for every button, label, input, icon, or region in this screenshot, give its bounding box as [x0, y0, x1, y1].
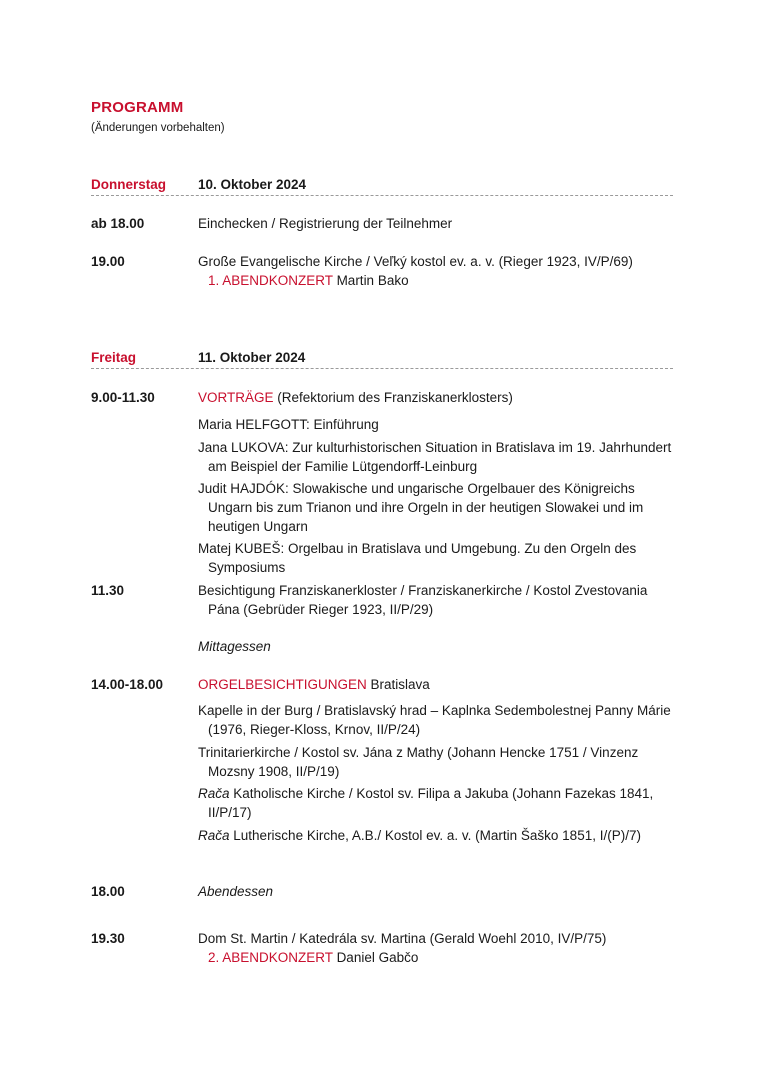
- page-subtitle: (Änderungen vorbehalten): [91, 122, 225, 134]
- talk-item: Maria HELFGOTT: Einführung: [198, 417, 379, 432]
- performer-name: Daniel Gabčo: [336, 950, 419, 965]
- entry-time: 19.00: [91, 254, 125, 269]
- organ-tours-label: ORGELBESICHTIGUNGEN: [198, 677, 367, 692]
- talk-item: Jana LUKOVA: Zur kulturhistorischen Situation in Bratislava im 19. Jahrhundert am Beispiel der Familie Lütgendorff-Leinburg: [198, 440, 672, 474]
- day-name: Donnerstag: [91, 177, 167, 192]
- organ-stop: Trinitarierkirche / Kostol sv. Jána z Mathy (Johann Hencke 1751 / Vinzenz Mozsny 1908, II/P/19): [198, 745, 639, 779]
- day-header-friday: [91, 350, 673, 369]
- organ-tours-heading: [198, 675, 668, 694]
- entry-time: 9.00-11.30: [91, 390, 155, 405]
- lectures-location: (Refektorium des Franziskanerklosters): [277, 390, 513, 405]
- entry-text: Dom St. Martin / Katedrála sv. Martina (Gerald Woehl 2010, IV/P/75): [198, 931, 607, 946]
- day-header-thursday: [91, 177, 673, 196]
- entry-time: 19.30: [91, 931, 125, 946]
- organ-stop: Kapelle in der Burg / Bratislavský hrad – Kaplnka Sedembolestnej Panny Márie (1976, Rieger-Kloss, Krnov, II/P/24): [198, 703, 671, 737]
- concert-line: [198, 948, 668, 967]
- day-name: Freitag: [91, 350, 137, 365]
- entry-time: 11.30: [91, 583, 125, 598]
- day-date: 10. Oktober 2024: [198, 177, 307, 192]
- performer-name: Martin Bako: [336, 273, 409, 288]
- lectures-label: VORTRÄGE: [198, 390, 274, 405]
- talk-item: Matej KUBEŠ: Orgelbau in Bratislava und Umgebung. Zu den Orgeln des Symposiums: [198, 541, 637, 575]
- talk-item: Judit HAJDÓK: Slowakische und ungarische Orgelbauer des Königreichs Ungarn bis zum Trianon und ihre Orgeln in der heutigen Slowakei und im heutigen Ungarn: [198, 481, 644, 534]
- day-date: 11. Oktober 2024: [198, 350, 306, 365]
- concert-label: 2. ABENDKONZERT: [208, 950, 333, 965]
- entry-time: 14.00-18.00: [91, 677, 164, 692]
- entry-description: [198, 252, 668, 290]
- location-prefix: Rača: [198, 786, 230, 801]
- entry-text: Große Evangelische Kirche / Veľký kostol ev. a. v. (Rieger 1923, IV/P/69): [198, 254, 633, 269]
- entry-time: ab 18.00: [91, 216, 145, 231]
- entry-text: Einchecken / Registrierung der Teilnehmer: [198, 216, 453, 231]
- organ-tours-place: Bratislava: [370, 677, 430, 692]
- organ-stop: [198, 826, 678, 845]
- concert-line: [198, 271, 668, 290]
- lectures-heading: [198, 388, 668, 407]
- entry-time: 18.00: [91, 884, 125, 899]
- entry-text: Besichtigung Franziskanerkloster / Franziskanerkirche / Kostol Zvestovania Pána (Gebrüder Rieger 1923, II/P/29): [198, 583, 648, 617]
- lunch-text: Mittagessen: [198, 639, 271, 654]
- stop-text: Katholische Kirche / Kostol sv. Filipa a Jakuba (Johann Fazekas 1841, II/P/17): [208, 786, 654, 820]
- dinner-text: Abendessen: [198, 884, 274, 899]
- concert-label: 1. ABENDKONZERT: [208, 273, 333, 288]
- location-prefix: Rača: [198, 828, 230, 843]
- stop-text: Lutherische Kirche, A.B./ Kostol ev. a. v. (Martin Šaško 1851, I/(P)/7): [233, 828, 641, 843]
- entry-description: [198, 929, 668, 967]
- page-title: PROGRAMM: [91, 99, 184, 116]
- organ-stop: [198, 784, 678, 822]
